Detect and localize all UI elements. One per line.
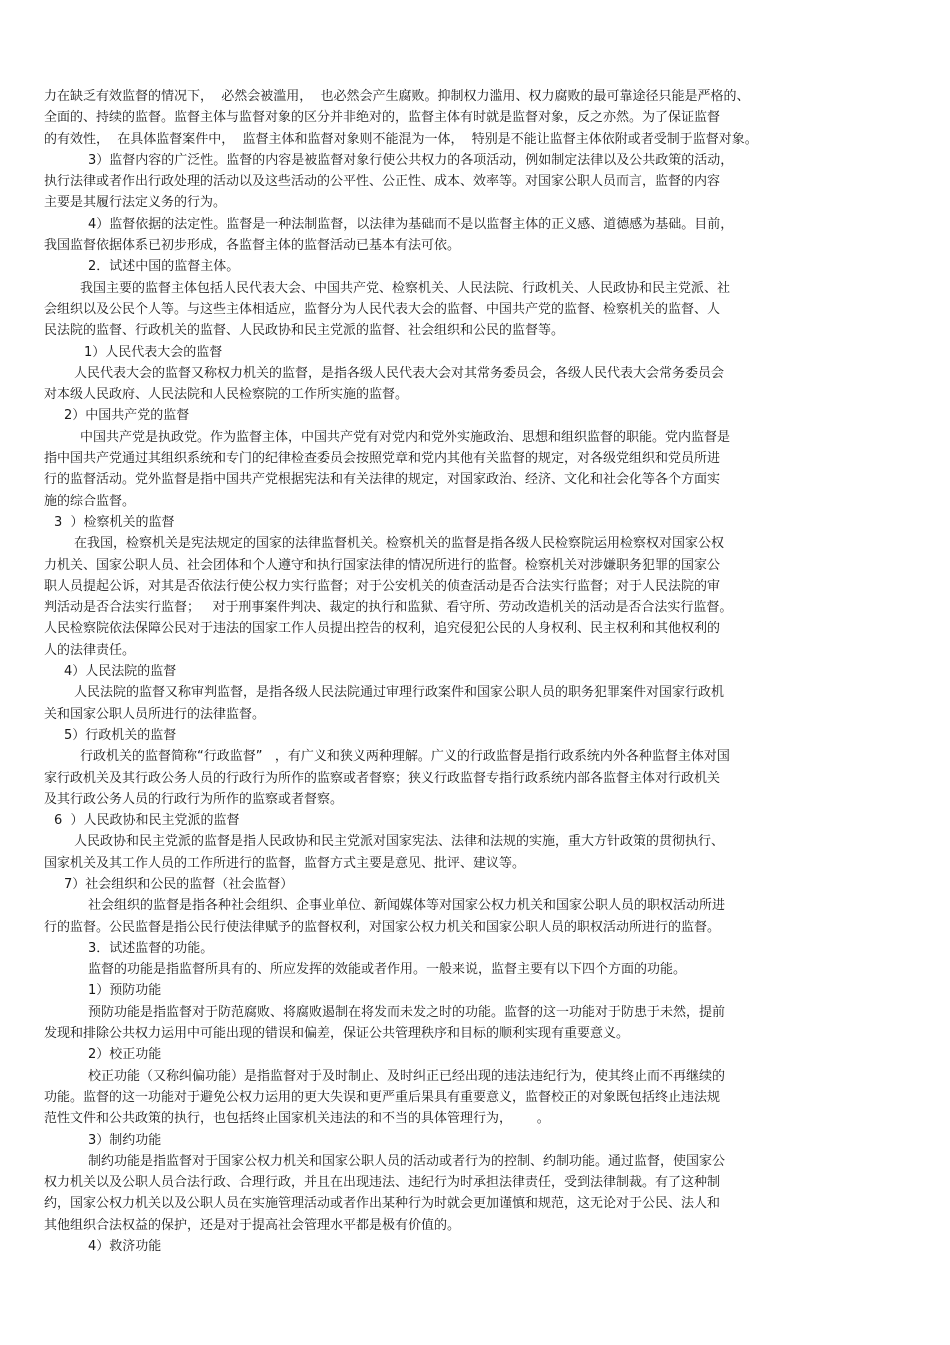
question-heading: 2．试述中国的监督主体。	[88, 259, 240, 275]
paragraph-start: 制约功能是指监督对于国家公权力机关和国家公职人员的活动或者行为的控制、约制功能。通过监督，使国家公	[88, 1153, 726, 1169]
paragraph-start: 我国主要的监督主体包括人民代表大会、中国共产党、检察机关、人民法院、行政机关、人民政协和民主党派、社	[80, 280, 731, 296]
text-line: 人民检察院依法保障公民对于违法的国家工作人员提出控告的权利，追究侵犯公民的人身权利、民主权利和其他权利的	[44, 621, 721, 637]
question-heading: 3．试述监督的功能。	[88, 940, 214, 956]
text-line: 人的法律责任。	[44, 642, 136, 658]
text-line: 施的综合监督。	[44, 493, 136, 509]
text-line: 我国监督依据体系已初步形成，各监督主体的监督活动已基本有法可依。	[44, 238, 461, 254]
text-line: 权力机关以及公职人员合法行政、合理行政，并且在出现违法、违纪行为时承担法律责任，受到法律制裁。有了这种制	[44, 1175, 721, 1191]
paragraph-start: 监督的功能是指监督所具有的、所应发挥的效能或者作用。一般来说，监督主要有以下四个方面的功能。	[88, 962, 687, 978]
section-heading: 3）制约功能	[88, 1132, 162, 1148]
text-line: 主要是其履行法定义务的行为。	[44, 195, 227, 211]
section-heading: 4）救济功能	[88, 1239, 162, 1255]
text-line: 家行政机关及其行政公务人员的行政行为所作的监察或者督察；狭义行政监督专指行政系统内部各监督主体对行政机关	[44, 770, 721, 786]
text-line: 范性文件和公共政策的执行，也包括终止国家机关违法的和不当的具体管理行为， 。	[44, 1111, 550, 1127]
text-line: 发现和排除公共权力运用中可能出现的错误和偏差，保证公共管理秩序和目标的顺利实现有重要意义。	[44, 1026, 630, 1042]
paragraph-start: 行政机关的监督简称“行政监督” ，有广义和狭义两种理解。广义的行政监督是指行政系统内外各种监督主体对国	[80, 749, 730, 765]
text-line: 指中国共产党通过其组织系统和专门的纪律检查委员会按照党章和党内其他有关监督的规定，对各级党组织和党员所进	[44, 451, 721, 467]
paragraph-start: 校正功能（又称纠偏功能）是指监督对于及时制止、及时纠正已经出现的违法违纪行为，使其终止而不再继续的	[88, 1068, 726, 1084]
section-heading: 7）社会组织和公民的监督（社会监督）	[64, 876, 294, 892]
paragraph-start: 中国共产党是执政党。作为监督主体，中国共产党有对党内和党外实施政治、思想和组织监督的职能。党内监督是	[80, 429, 731, 445]
text-line: 全面的、持续的监督。监督主体与监督对象的区分并非绝对的，监督主体有时就是监督对象，反之亦然。为了保证监督	[44, 110, 721, 126]
text-line: 国家机关及其工作人员的工作所进行的监督，监督方式主要是意见、批评、建议等。	[44, 855, 526, 871]
paragraph-start: 在我国，检察机关是宪法规定的国家的法律监督机关。检察机关的监督是指各级人民检察院运用检察权对国家公权	[74, 536, 725, 552]
text-line: 执行法律或者作出行政处理的活动以及这些活动的公平性、公正性、成本、效率等。对国家公职人员而言，监督的内容	[44, 174, 721, 190]
section-heading: 5）行政机关的监督	[64, 727, 177, 743]
text-line: 及其行政公务人员的行政行为所作的监察或者督察。	[44, 791, 344, 807]
paragraph-start: 人民法院的监督又称审判监督，是指各级人民法院通过审理行政案件和国家公职人员的职务犯罪案件对国家行政机	[74, 685, 725, 701]
text-line: 功能。监督的这一功能对于避免公权力运用的更大失误和更严重后果具有重要意义，监督校正的对象既包括终止违法规	[44, 1089, 721, 1105]
text-line: 对本级人民政府、人民法院和人民检察院的工作所实施的监督。	[44, 387, 409, 403]
section-heading: 3 ）检察机关的监督	[54, 514, 175, 530]
section-heading: 2）校正功能	[88, 1047, 162, 1063]
section-heading: 4）人民法院的监督	[64, 664, 177, 680]
text-line: 约，国家公权力机关以及公职人员在实施管理活动或者作出某种行为时就会更加谨慎和规范，这无论对于公民、法人和	[44, 1196, 721, 1212]
section-heading: 1）人民代表大会的监督	[84, 344, 223, 360]
text-line: 力机关、国家公职人员、社会团体和个人遵守和执行国家法律的情况所进行的监督。检察机关对涉嫌职务犯罪的国家公	[44, 557, 721, 573]
section-heading: 1）预防功能	[88, 983, 162, 999]
text-line: 会组织以及公民个人等。与这些主体相适应，监督分为人民代表大会的监督、中国共产党的监督、检察机关的监督、人	[44, 301, 721, 317]
text-line: 关和国家公职人员所进行的法律监督。	[44, 706, 266, 722]
text-line: 行的监督。公民监督是指公民行使法律赋予的监督权利，对国家公权力机关和国家公职人员的职权活动所进行的监督。	[44, 919, 721, 935]
text-line: 其他组织合法权益的保护，还是对于提高社会管理水平都是极有价值的。	[44, 1217, 461, 1233]
section-heading: 2）中国共产党的监督	[64, 408, 190, 424]
document-body	[44, 86, 894, 1257]
text-line: 判活动是否合法实行监督； 对于刑事案件判决、裁定的执行和监狱、看守所、劳动改造机关的活动是否合法实行监督。	[44, 600, 733, 616]
paragraph-start: 社会组织的监督是指各种社会组织、企事业单位、新闻媒体等对国家公权力机关和国家公职人员的职权活动所进	[88, 898, 726, 914]
paragraph-start: 预防功能是指监督对于防范腐败、将腐败遏制在将发而未发之时的功能。监督的这一功能对于防患于未然，提前	[88, 1004, 726, 1020]
text-line: 行的监督活动。党外监督是指中国共产党根据宪法和有关法律的规定，对国家政治、经济、文化和社会化等各个方面实	[44, 472, 721, 488]
paragraph-start: 人民代表大会的监督又称权力机关的监督，是指各级人民代表大会对其常务委员会，各级人民代表大会常务委员会	[74, 365, 725, 381]
text-line: 力在缺乏有效监督的情况下， 必然会被滥用， 也必然会产生腐败。抑制权力滥用、权力腐败的最可靠途径只能是严格的、	[44, 89, 750, 104]
list-heading: 3）监督内容的广泛性。监督的内容是被监督对象行使公共权力的各项活动，例如制定法律以及公共政策的活动，	[88, 152, 734, 168]
text-line: 民法院的监督、行政机关的监督、人民政协和民主党派的监督、社会组织和公民的监督等。	[44, 323, 565, 339]
paragraph-start: 人民政协和民主党派的监督是指人民政协和民主党派对国家宪法、法律和法规的实施，重大方针政策的贯彻执行、	[74, 834, 725, 850]
text-line: 的有效性， 在具体监督案件中， 监督主体和监督对象则不能混为一体， 特别是不能让监督主体依附或者受制于监督对象。	[44, 131, 758, 147]
text-line: 职人员提起公诉，对其是否依法行使公权力实行监督；对于公安机关的侦查活动是否合法实行监督；对于人民法院的审	[44, 578, 721, 594]
section-heading: 6 ）人民政协和民主党派的监督	[54, 813, 240, 829]
list-heading: 4）监督依据的法定性。监督是一种法制监督，以法律为基础而不是以监督主体的正义感、道德感为基础。目前，	[88, 216, 734, 232]
